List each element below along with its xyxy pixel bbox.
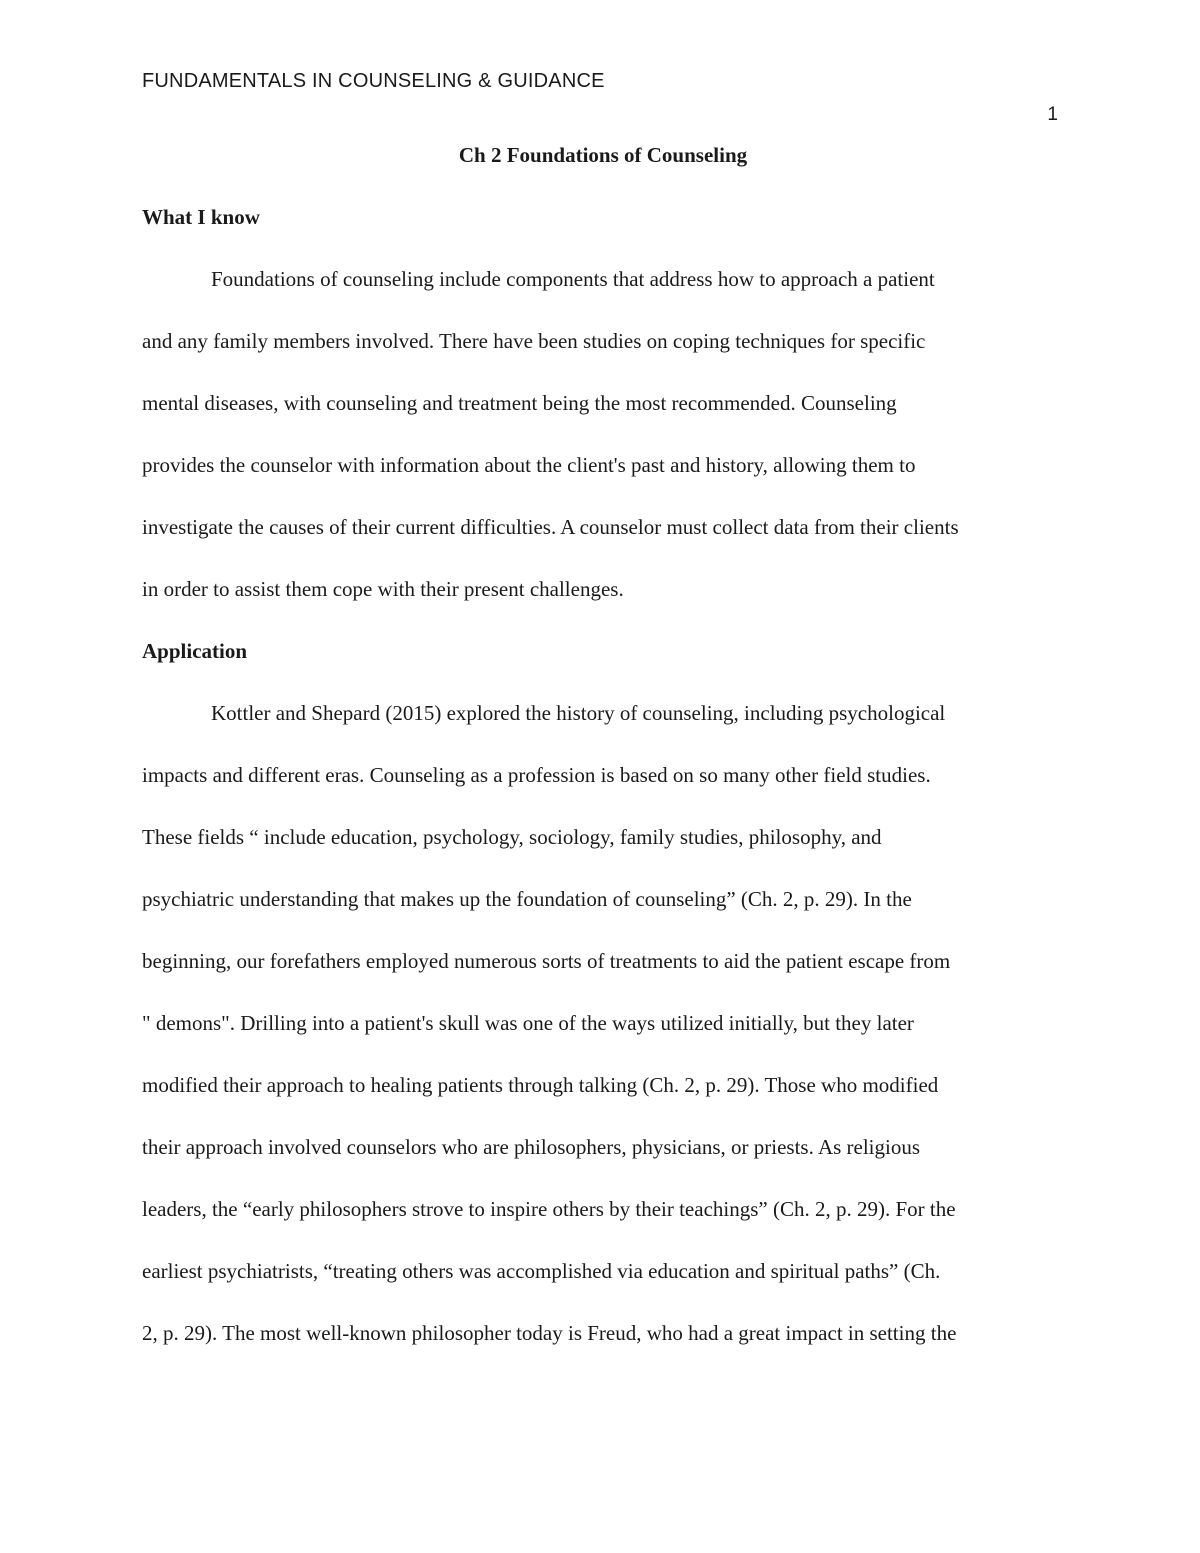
paragraph-line: provides the counselor with information about the client's past and history, allowing them to xyxy=(142,453,916,477)
running-head: FUNDAMENTALS IN COUNSELING & GUIDANCE xyxy=(142,70,605,92)
paragraph-line: impacts and different eras. Counseling as a profession is based on so many other field studies. xyxy=(142,763,931,787)
paragraph-line: investigate the causes of their current difficulties. A counselor must collect data from their clients xyxy=(142,515,959,539)
paragraph-line: Foundations of counseling include components that address how to approach a patient xyxy=(211,267,935,291)
paragraph-line: mental diseases, with counseling and treatment being the most recommended. Counseling xyxy=(142,391,897,415)
paragraph-line: 2, p. 29). The most well-known philosopher today is Freud, who had a great impact in setting the xyxy=(142,1321,957,1345)
document-body xyxy=(142,124,1064,1364)
section-application-paragraph xyxy=(142,682,1064,1364)
paragraph-line: their approach involved counselors who are philosophers, physicians, or priests. As religious xyxy=(142,1135,921,1159)
document-title: Ch 2 Foundations of Counseling xyxy=(458,143,748,167)
paragraph-line: in order to assist them cope with their present challenges. xyxy=(142,577,624,601)
section-heading-what-i-know: What I know xyxy=(142,205,260,229)
paragraph-line: leaders, the “early philosophers strove to inspire others by their teachings” (Ch. 2, p. 29). For the xyxy=(142,1197,956,1221)
paragraph-line: Kottler and Shepard (2015) explored the history of counseling, including psychological xyxy=(211,701,946,725)
paragraph-line: earliest psychiatrists, “treating others was accomplished via education and spiritual paths” (Ch. xyxy=(142,1259,941,1283)
paragraph-line: These fields “ include education, psychology, sociology, family studies, philosophy, and xyxy=(142,825,882,849)
section-heading-application: Application xyxy=(142,639,248,663)
paragraph-line: " demons". Drilling into a patient's skull was one of the ways utilized initially, but they later xyxy=(142,1011,914,1035)
paragraph-line: modified their approach to healing patients through talking (Ch. 2, p. 29). Those who modified xyxy=(142,1073,939,1097)
page-number: 1 xyxy=(1047,104,1058,125)
section-what-i-know-paragraph xyxy=(142,248,1064,620)
paragraph-line: beginning, our forefathers employed numerous sorts of treatments to aid the patient escape from xyxy=(142,949,951,973)
paragraph-line: and any family members involved. There have been studies on coping techniques for specific xyxy=(142,329,926,353)
paragraph-line: psychiatric understanding that makes up the foundation of counseling” (Ch. 2, p. 29). In the xyxy=(142,887,912,911)
